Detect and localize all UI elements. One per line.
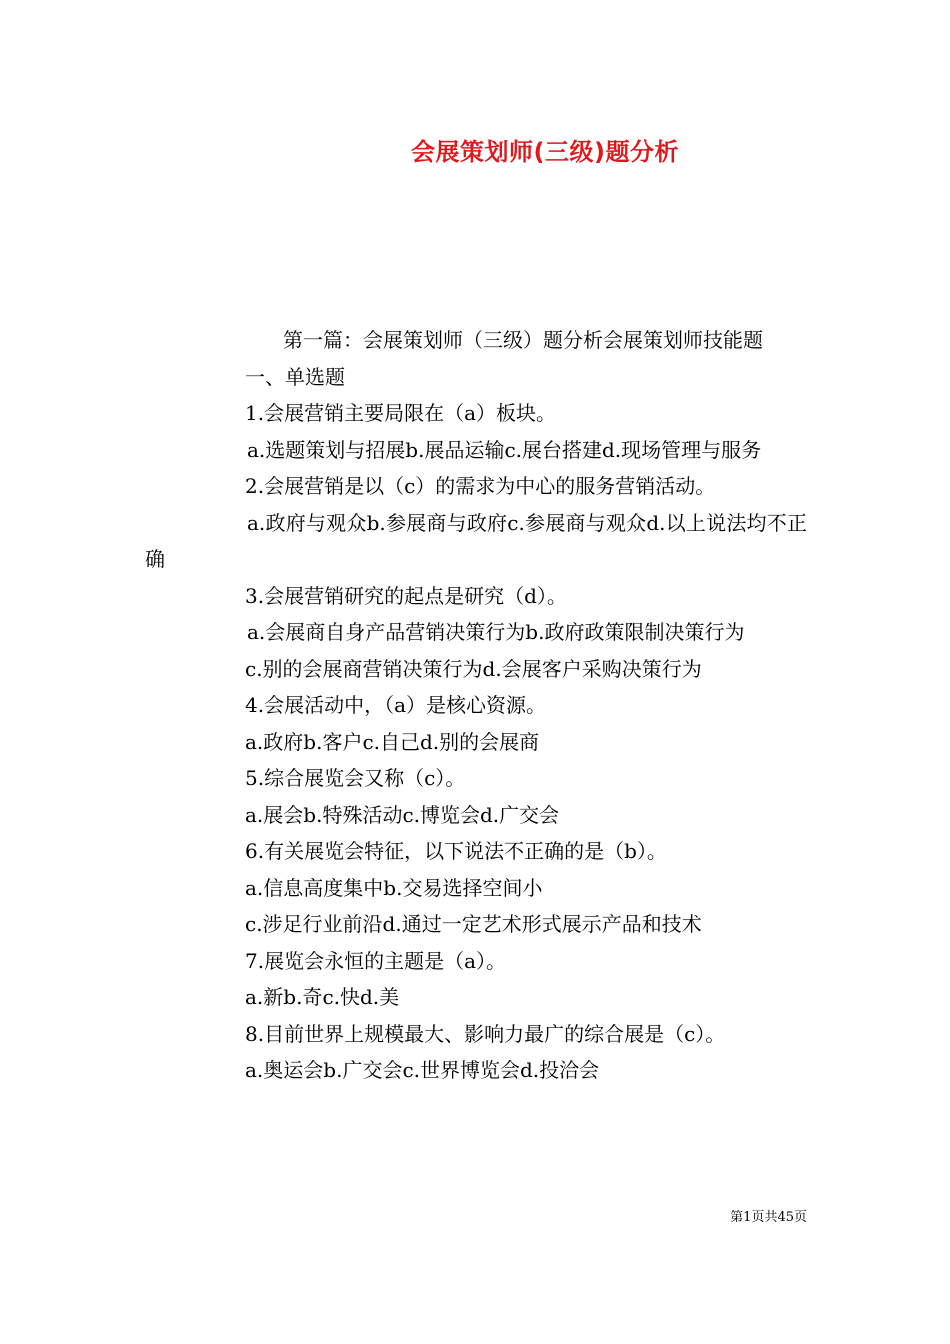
question-3-options-c-d: c.别的会展商营销决策行为d.会展客户采购决策行为 [245,656,702,681]
question-4: 4.会展活动中，（a）是核心资源。 [245,693,547,717]
document-body [145,322,807,1089]
question-7: 7.展览会永恒的主题是（a）。 [245,948,507,973]
question-5-options: a.展会b.特殊活动c.博览会d.广交会 [245,802,560,827]
question-6-options-c-d: c.涉足行业前沿d.通过一定艺术形式展示产品和技术 [245,912,702,936]
question-3-options-a-b: a.会展商自身产品营销决策行为b.政府政策限制决策行为 [247,620,745,644]
page-number-footer: 第1页共45页 [730,1210,807,1225]
question-6: 6.有关展览会特征，以下说法不正确的是（b）。 [245,839,667,863]
question-7-options: a.新b.奇c.快d.美 [245,985,400,1009]
document-title: 会展策划师(三级)题分析 [411,138,679,166]
question-6-options-a-b: a.信息高度集中b.交易选择空间小 [245,875,543,900]
question-5: 5.综合展览会又称（c）。 [245,766,466,790]
question-1: 1.会展营销主要局限在（a）板块。 [245,401,557,425]
question-4-options: a.政府b.客户c.自己d.别的会展商 [245,729,540,754]
question-1-options: a.选题策划与招展b.展品运输c.展台搭建d.现场管理与服务 [247,437,762,462]
question-8-options: a.奥运会b.广交会c.世界博览会d.投洽会 [245,1058,600,1082]
question-type-heading: 一、单选题 [245,364,345,389]
section-heading: 第一篇：会展策划师（三级）题分析会展策划师技能题 [283,328,763,352]
question-8: 8.目前世界上规模最大、影响力最广的综合展是（c）。 [245,1021,726,1046]
question-3: 3.会展营销研究的起点是研究（d）。 [245,583,567,608]
question-2: 2.会展营销是以（c）的需求为中心的服务营销活动。 [245,474,716,498]
question-2-options: a.政府与观众b.参展商与政府c.参展商与观众d.以上说法均不正确 [145,510,807,571]
